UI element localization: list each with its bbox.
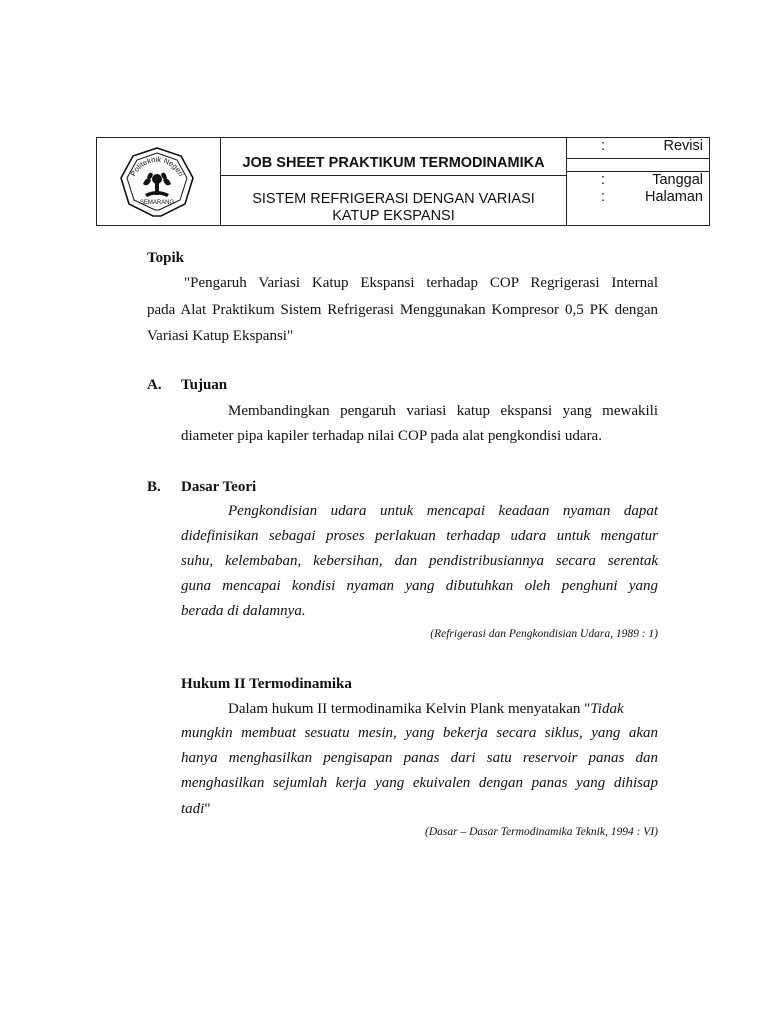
dasar-teori-line-3: suhu, kelembaban, kebersihan, dan pendistribusiannya secara serentak [181,553,658,569]
divider [566,138,567,225]
polines-logo-icon [119,146,195,218]
section-a-heading: Tujuan [181,377,228,393]
sheet-subtitle-line-1: SISTEM REFRIGERASI DENGAN VARIASI [252,191,535,207]
section-a-letter: A. [147,377,162,393]
header-table [96,137,710,226]
topik-line-2: pada Alat Praktikum Sistem Refrigerasi Menggunakan Kompresor 0,5 PK dengan [147,302,658,318]
dasar-teori-line-5: berada di dalamnya. [181,603,306,619]
hukum-line-1-text: Dalam hukum II termodinamika Kelvin Plank menyatakan " [228,701,591,717]
section-b-letter: B. [147,479,161,495]
topik-line-3: Variasi Katup Ekspansi" [147,328,294,344]
hukum-line-4: menghasilkan sejumlah kerja yang ekuivalen dengan panas yang dihisap [181,775,658,791]
hukum-citation: (Dasar – Dasar Termodinamika Teknik, 1994 : VI) [425,826,658,838]
hukum-line-5-italic: tadi [181,801,205,817]
colon: : [601,138,606,154]
logo-text-bottom: SEMARANG [139,200,175,206]
divider [566,158,709,159]
sheet-subtitle-line-2: KATUP EKSPANSI [332,208,455,224]
dasar-teori-line-1: Pengkondisian udara untuk mencapai keadaan nyaman dapat [228,503,658,519]
hukum-line-5-quote: " [204,801,211,817]
hukum-line-2: mungkin membuat sesuatu mesin, yang bekerja secara siklus, yang akan [181,725,658,741]
hukum-line-1 [228,696,624,722]
hukum-line-3: hanya menghasilkan pengisapan panas dari satu reservoir panas dan [181,750,658,766]
sheet-title: JOB SHEET PRAKTIKUM TERMODINAMIKA [242,155,545,171]
tanggal-label: Tanggal [652,172,703,188]
halaman-label: Halaman [644,189,703,205]
dasar-teori-citation: (Refrigerasi dan Pengkondisian Udara, 1989 : 1) [430,628,658,640]
hukum-line-5 [181,796,210,822]
colon: : [601,172,606,188]
hukum-line-1-italic: Tidak [590,701,624,717]
section-b-heading: Dasar Teori [181,479,257,495]
topik-heading: Topik [147,250,184,266]
revisi-label: Revisi [663,138,703,154]
hukum-heading: Hukum II Termodinamika [181,676,352,692]
colon: : [601,189,606,205]
topik-line-1: "Pengaruh Variasi Katup Ekspansi terhadap COP Regrigerasi Internal [184,275,658,291]
logo-text-top: Politeknik Negeri [128,154,186,178]
tujuan-line-2: diameter pipa kapiler terhadap nilai COP pada alat pengkondisi udara. [181,428,602,444]
divider [220,175,567,176]
dasar-teori-line-4: guna mencapai kondisi nyaman yang dibutuhkan oleh penghuni yang [181,578,658,594]
dasar-teori-line-2: didefinisikan sebagai proses perlakuan terhadap udara untuk mengatur [181,528,658,544]
tujuan-line-1: Membandingkan pengaruh variasi katup ekspansi yang mewakili [228,403,658,419]
